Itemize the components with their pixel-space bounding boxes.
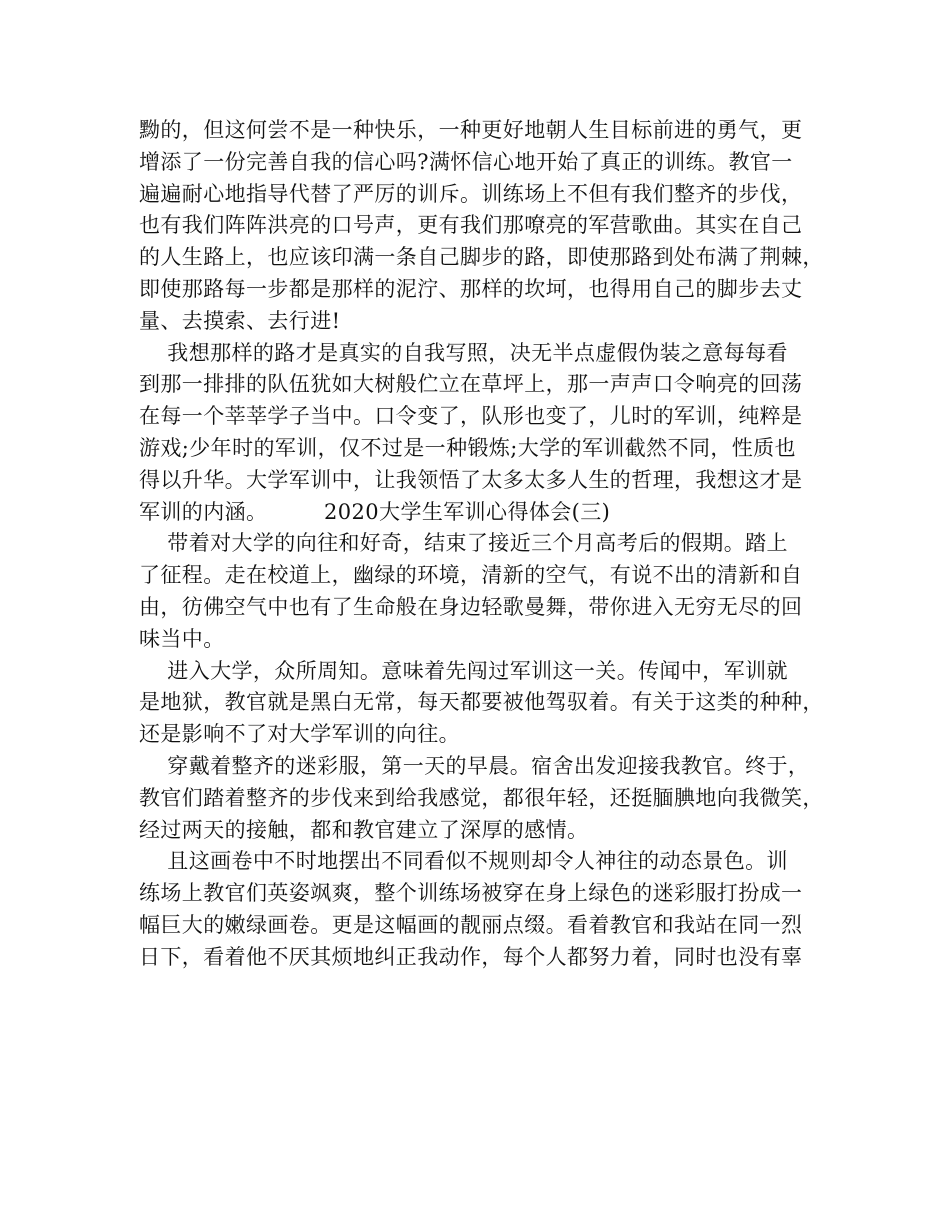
text-line: 日下，看着他不厌其烦地纠正我动作，每个人都努力着，同时也没有辜 [139, 944, 803, 969]
text-line: 进入大学，众所周知。意味着先闯过军训这一关。传闻中，军训就 [139, 658, 788, 683]
text-line: 味当中。 [139, 626, 225, 651]
text-line: 也有我们阵阵洪亮的口号声，更有我们那嘹亮的军营歌曲。其实在自己 [139, 213, 803, 238]
text-line: 我想那样的路才是真实的自我写照，决无半点虚假伪装之意每每看 [139, 340, 788, 365]
text-line: 得以升华。大学军训中，让我领悟了太多太多人生的哲理，我想这才是 [139, 467, 803, 492]
text-line: 到那一排排的队伍犹如大树般伫立在草坪上，那一声声口令响亮的回荡 [139, 372, 803, 397]
text-line: 由，彷佛空气中也有了生命般在身边轻歌曼舞，带你进入无穷无尽的回 [139, 594, 803, 619]
text-line: 增添了一份完善自我的信心吗?满怀信心地开始了真正的训练。教官一 [139, 149, 793, 174]
text-line: 即使那路每一步都是那样的泥泞、那样的坎坷，也得用自己的脚步去丈 [139, 276, 803, 301]
text-line: 游戏;少年时的军训，仅不过是一种锻炼;大学的军训截然不同，性质也 [139, 435, 796, 460]
text-line: 黝的，但这何尝不是一种快乐，一种更好地朝人生目标前进的勇气，更 [139, 118, 803, 142]
text-line: 教官们踏着整齐的步伐来到给我感觉，都很年轻，还挺腼腆地向我微笑， [139, 785, 824, 810]
document-body-text [139, 115, 829, 974]
text-line: 带着对大学的向往和好奇，结束了接近三个月高考后的假期。踏上 [139, 531, 788, 556]
text-line: 幅巨大的嫩绿画卷。更是这幅画的靓丽点缀。看着教官和我站在同一烈 [139, 912, 803, 937]
text-line: 练场上教官们英姿飒爽，整个训练场被穿在身上绿色的迷彩服打扮成一 [139, 881, 803, 906]
text-line: 还是影响不了对大学军训的向往。 [139, 722, 460, 747]
text-line-section-heading: 军训的内涵。 2020大学生军训心得体会(三) [139, 499, 611, 524]
text-line: 穿戴着整齐的迷彩服，第一天的早晨。宿舍出发迎接我教官。终于， [139, 753, 810, 778]
text-line: 且这画卷中不时地摆出不同看似不规则却令人神往的动态景色。训 [139, 849, 788, 874]
text-line: 经过两天的接触，都和教官建立了深厚的感情。 [139, 817, 589, 842]
text-line: 了征程。走在校道上，幽绿的环境，清新的空气，有说不出的清新和自 [139, 563, 803, 588]
text-line: 是地狱，教官就是黑白无常，每天都要被他驾驭着。有关于这类的种种， [139, 690, 824, 715]
text-line: 的人生路上，也应该印满一条自己脚步的路，即使那路到处布满了荆棘， [139, 245, 824, 270]
text-line: 遍遍耐心地指导代替了严厉的训斥。训练场上不但有我们整齐的步伐， [139, 181, 803, 206]
text-line: 量、去摸索、去行进! [139, 308, 341, 333]
text-line: 在每一个莘莘学子当中。口令变了，队形也变了，儿时的军训，纯粹是 [139, 404, 803, 429]
